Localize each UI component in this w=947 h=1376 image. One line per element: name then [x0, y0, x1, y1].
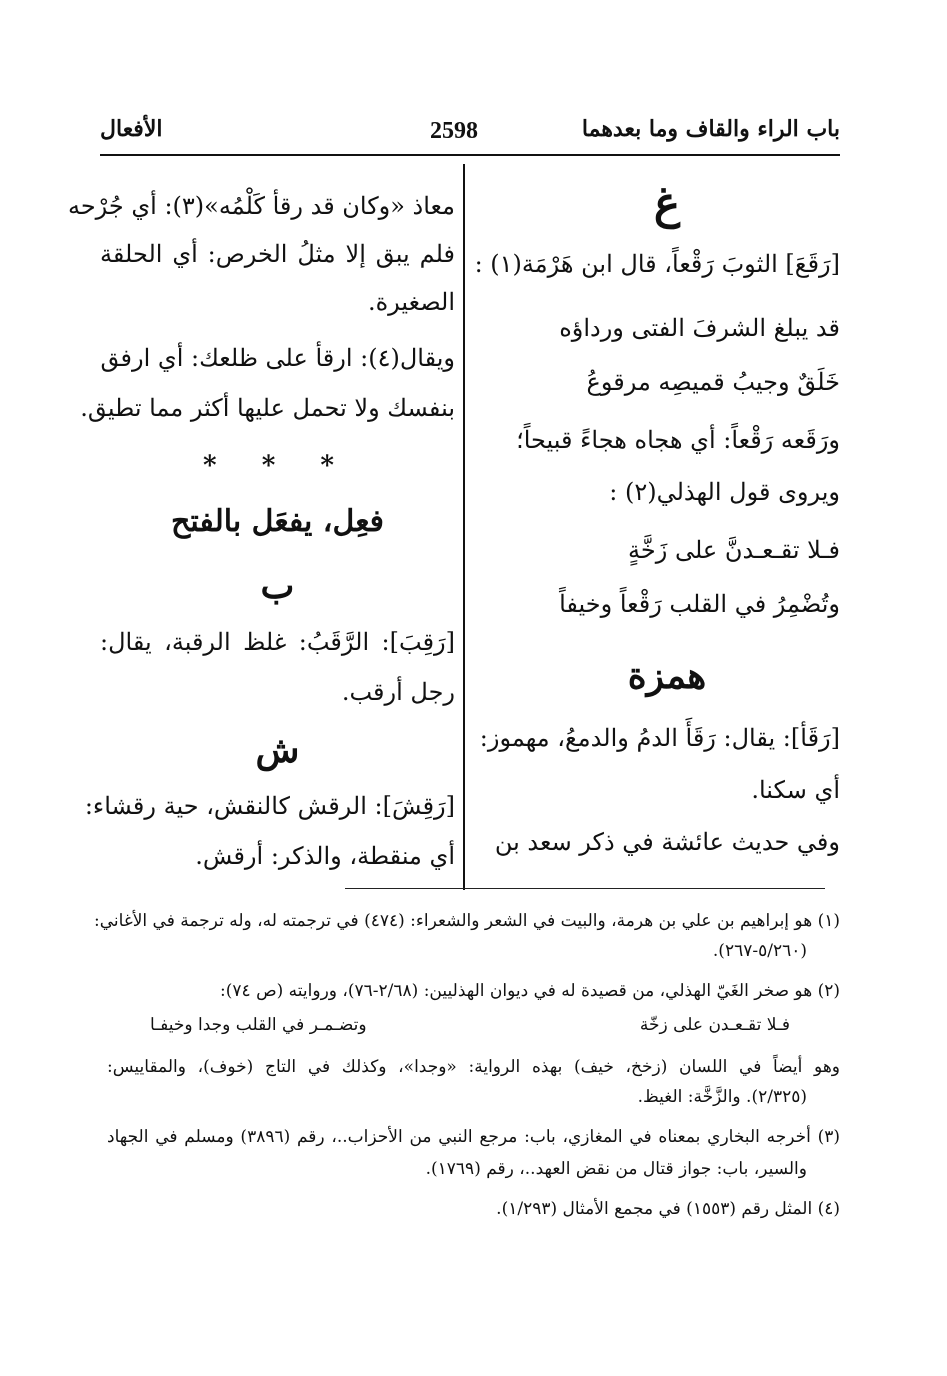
entry-line: [رَقِبَ]: الرَّقَبُ: غلظ الرقبة، يقال: — [100, 628, 455, 656]
footnote-2: (٢) هو صخر الغَيّ الهذلي، من قصيدة له في ديوان الهذليين: (٢/٦٨-٧٦)، وروايته (ص ٧٤): — [220, 981, 840, 1001]
section-title: الأفعال — [100, 116, 163, 142]
entry-line: ويروى قول الهذلي(٢) : — [609, 478, 840, 506]
page-number: 2598 — [430, 118, 478, 144]
letter-heading-shin: ش — [255, 729, 300, 771]
verse-line: خَلَقٌ وجيبُ قميصِه مرقوعُ — [586, 368, 840, 396]
footnote-2-cont: (٢/٣٢٥). والزَّخَّة: الغيظ. — [637, 1087, 807, 1107]
footnote-3: (٣) أخرجه البخاري بمعناه في المغازي، باب: مرجع النبي من الأحزاب..، رقم (٣٨٩٦) ومسلم في الجهاد — [107, 1127, 840, 1147]
section-separator-stars: * * * — [203, 451, 352, 481]
letter-heading-ghayn: غ — [653, 178, 681, 229]
entry-line: الصغيرة. — [367, 288, 455, 316]
footnote-1: (١) هو إبراهيم بن علي بن هرمة، والبيت في الشعر والشعراء: (٤٧٤) في ترجمته له، وله ترجمة في الأغاني: — [94, 911, 840, 931]
footnote-3-cont: والسير، باب: جواز قتال من نقض العهد..، رقم (١٧٦٩). — [425, 1159, 807, 1179]
verse-hemistich-first: فـلا تقـعـدن على زخّة — [639, 1015, 790, 1035]
footnote-2-verse — [150, 1015, 790, 1045]
letter-heading-ba: ب — [260, 565, 295, 607]
entry-line: ويقال(٤): ارقأ على ظلعك: أي ارفق — [100, 344, 455, 372]
column-divider — [463, 164, 465, 890]
entry-line: فلم يبق إلا مثلُ الخرص: أي الحلقة — [100, 240, 455, 268]
footnote-1-cont: (٥/٢٦٠-٢٦٧). — [712, 941, 807, 961]
entry-line: رجل أرقب. — [341, 678, 455, 706]
entry-line: معاذ «وكان قد رقأ كَلْمُه»(٣): أي جُرْحه — [67, 192, 455, 220]
footnote-2-cont: وهو أيضاً في اللسان (زخخ، خيف) بهذه الرواية: «وجدا»، وكذلك في التاج (خوف)، والمقاييس: — [107, 1057, 840, 1077]
verse-hemistich-second: وتضـمـر في القلب وجدا وخيفـا — [150, 1015, 367, 1035]
entry-line: [رَقَعَ] الثوبَ رَقْعاً، قال ابن هَرْمَة(١) : — [474, 250, 840, 278]
entry-line: أي سكنا. — [751, 776, 840, 804]
footnote-4: (٤) المثل رقم (١٥٥٣) في مجمع الأمثال (١/٢٩٣). — [496, 1199, 840, 1219]
chapter-title: باب الراء والقاف وما بعدهما — [581, 116, 840, 142]
entry-line: أي منقطة، والذكر: أرقش. — [195, 842, 455, 870]
entry-line: [رَقِشَ]: الرقش كالنقش، حية رقشاء: — [84, 792, 455, 820]
verse-line: قد يبلغ الشرفَ الفتى ورداؤه — [559, 314, 840, 342]
header-rule — [100, 154, 840, 156]
entry-line: بنفسك ولا تحمل عليها أكثر مما تطيق. — [80, 394, 455, 422]
hamza-heading: همزة — [627, 655, 707, 697]
entry-line: وفي حديث عائشة في ذكر سعد بن — [494, 828, 840, 856]
verse-line: وتُضْمِرُ في القلب رَقْعاً وخيفاً — [559, 590, 840, 618]
verse-line: فـلا تقـعـدنَّ على زَخَّةٍ — [628, 536, 840, 564]
entry-line: ورَقَعه رَقْعاً: أي هجاه هجاءً قبيحاً؛ — [516, 426, 840, 454]
entry-line: [رَقَأ]: يقال: رَقَأَ الدمُ والدمعُ، مهموز: — [479, 724, 840, 752]
page-header — [100, 112, 840, 148]
footnote-rule — [345, 888, 825, 889]
verb-pattern-heading: فعِل، يفعَل بالفتح — [170, 504, 385, 539]
